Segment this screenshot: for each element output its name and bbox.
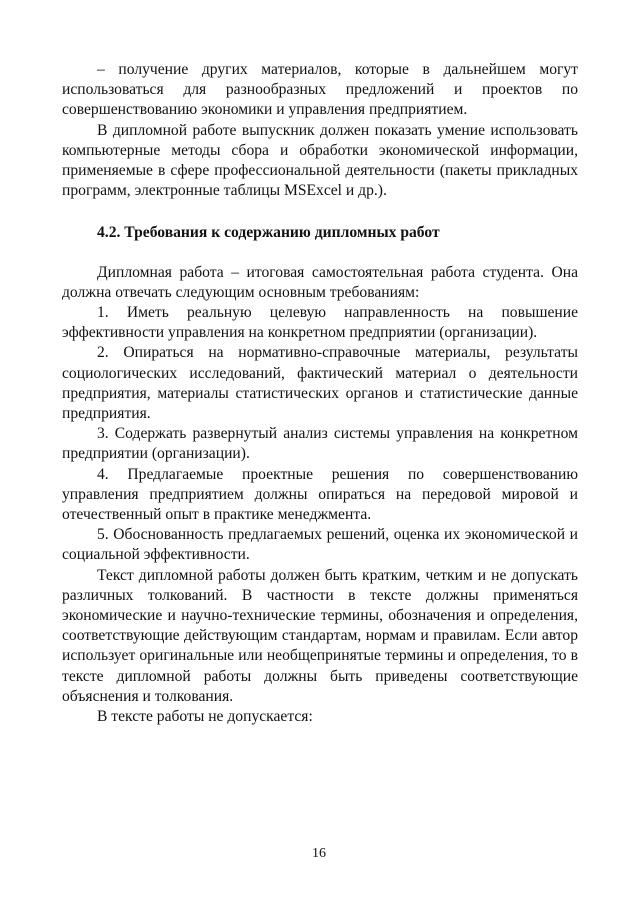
section-heading: 4.2. Требования к содержанию дипломных работ [97,224,440,242]
body-text [62,60,578,727]
requirement-item-1: 1. Иметь реальную целевую направленность на повышение эффективности управления на конкретном предприятии (организации). [62,304,578,342]
page-number: 16 [312,846,326,861]
requirement-item-4: 4. Предлагаемые проектные решения по совершенствованию управления предприятием должны опираться на передовой мировой и отечественный опыт в практике менеджмента. [62,465,578,524]
paragraph-other-materials: – получение других материалов, которые в дальнейшем могут использоваться для разнообразных предложений и проектов по совершенствованию экономики и управления предприятием. [62,61,578,119]
paragraph-text-requirements: Текст дипломной работы должен быть кратким, четким и не допускать различных толкований. В частности в тексте должны применяться экономические и научно-технические термины, обозначения и определения, соответствующие действующим стандартам, нормам и правилам. Если автор использует оригинальные или необщепринятые термины и определения, то в тексте дипломной работы должны быть приведены соответствующие объяснения и толкования. [62,566,578,705]
paragraph-computer-methods: В дипломной работе выпускник должен показать умение использовать компьютерные методы сбора и обработки экономической информации, применяемые в сфере профессиональной деятельности (пакеты прикладных программ, электронные таблицы MSExcel и др.). [62,121,578,200]
requirement-item-3: 3. Содержать развернутый анализ системы управления на конкретном предприятии (организации). [62,425,578,463]
paragraph-not-allowed: В тексте работы не допускается: [97,708,313,726]
requirement-item-5: 5. Обоснованность предлагаемых решений, оценка их экономической и социальной эффективности. [62,526,578,564]
paragraph-intro: Дипломная работа – итоговая самостоятельная работа студента. Она должна отвечать следующим основным требованиям: [62,263,578,301]
requirement-item-2: 2. Опираться на нормативно-справочные материалы, результаты социологических исследований, фактический материал о деятельности предприятия, материалы статистических органов и статистические данные предприятия. [62,344,578,423]
